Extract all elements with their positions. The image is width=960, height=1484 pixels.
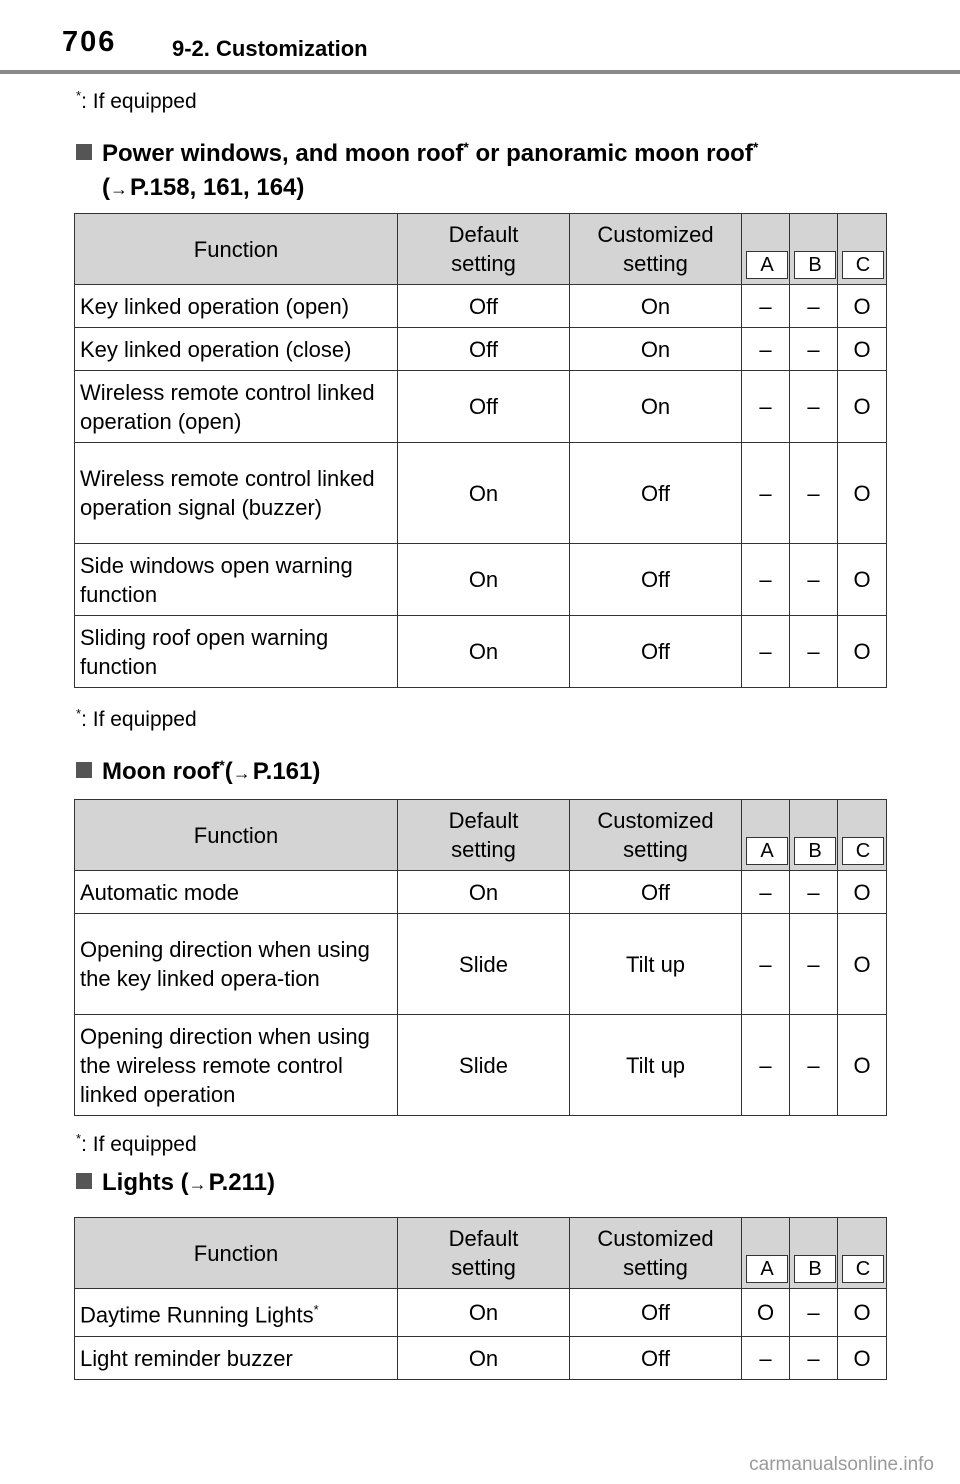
watermark: carmanualsonline.info — [749, 1454, 934, 1475]
cell-default: On — [398, 1289, 570, 1337]
header-default: Default setting — [398, 214, 570, 285]
cell-a: – — [742, 371, 790, 443]
bullet-square-icon — [76, 144, 92, 160]
cell-customized: Off — [570, 1337, 742, 1380]
table-row — [75, 616, 887, 688]
cell-c: O — [838, 544, 887, 616]
header-b: B — [790, 800, 838, 871]
heading-text: Lights ( — [102, 1169, 189, 1196]
header-a: A — [742, 800, 790, 871]
page-ref-link[interactable]: P.158, 161, 164) — [130, 174, 305, 201]
footnote-text: : If equipped — [81, 1133, 197, 1156]
cell-b: – — [790, 443, 838, 544]
bullet-square-icon — [76, 1173, 92, 1189]
cell-function: Automatic mode — [75, 871, 398, 914]
cell-customized: Off — [570, 871, 742, 914]
footnote-asterisk: * — [76, 706, 82, 721]
page-ref-link[interactable]: P.211) — [208, 1169, 275, 1196]
cell-customized: On — [570, 371, 742, 443]
settings-table-moon-roof — [74, 799, 887, 1116]
cell-default: Slide — [398, 1015, 570, 1116]
cell-b: – — [790, 871, 838, 914]
cell-default: Off — [398, 285, 570, 328]
cell-b: – — [790, 616, 838, 688]
header-function: Function — [75, 800, 398, 871]
table-row — [75, 1289, 887, 1337]
footnote — [76, 706, 197, 732]
header-c: C — [838, 214, 887, 285]
cell-a: – — [742, 914, 790, 1015]
page-number: 706 — [62, 26, 117, 58]
table-row — [75, 871, 887, 914]
cell-a: – — [742, 285, 790, 328]
cell-customized: Tilt up — [570, 914, 742, 1015]
cell-customized: Off — [570, 1289, 742, 1337]
cell-function: Wireless remote control linked operation (open) — [75, 371, 398, 443]
header-customized: Customized setting — [570, 1218, 742, 1289]
cell-b: – — [790, 328, 838, 371]
cell-c: O — [838, 371, 887, 443]
cell-a: – — [742, 1015, 790, 1116]
cell-a: – — [742, 443, 790, 544]
header-b: B — [790, 214, 838, 285]
footnote-asterisk: * — [76, 88, 82, 103]
arrow-right-icon: → — [188, 1174, 207, 1194]
cell-a: – — [742, 616, 790, 688]
footnote-text: : If equipped — [81, 90, 197, 113]
cell-function: Sliding roof open warning function — [75, 616, 398, 688]
cell-asterisk: * — [313, 1302, 319, 1318]
cell-c: O — [838, 1337, 887, 1380]
heading-paren: ( — [102, 174, 110, 201]
settings-table-lights — [74, 1217, 887, 1380]
cell-c: O — [838, 328, 887, 371]
bullet-square-icon — [76, 762, 92, 778]
page-header — [0, 0, 960, 78]
cell-customized: On — [570, 328, 742, 371]
cell-function: Side windows open warning function — [75, 544, 398, 616]
header-customized: Customized setting — [570, 800, 742, 871]
section-heading-moon-roof — [76, 748, 320, 790]
cell-default: Slide — [398, 914, 570, 1015]
header-default: Default setting — [398, 1218, 570, 1289]
cell-a: – — [742, 871, 790, 914]
header-a: A — [742, 1218, 790, 1289]
heading-paren: ( — [224, 758, 233, 785]
section-heading-lights — [76, 1166, 275, 1201]
cell-function: Opening direction when using the key linked opera-tion — [75, 914, 398, 1015]
cell-customized: Tilt up — [570, 1015, 742, 1116]
table-row — [75, 443, 887, 544]
cell-b: – — [790, 914, 838, 1015]
cell-function: Key linked operation (close) — [75, 328, 398, 371]
footnote — [76, 1131, 197, 1157]
cell-customized: Off — [570, 544, 742, 616]
cell-default: On — [398, 616, 570, 688]
cell-c: O — [838, 1015, 887, 1116]
table-row — [75, 328, 887, 371]
cell-c: O — [838, 1289, 887, 1337]
cell-a: – — [742, 544, 790, 616]
cell-b: – — [790, 285, 838, 328]
heading-asterisk: * — [219, 757, 225, 773]
cell-function: Daytime Running Lights* — [75, 1289, 398, 1337]
cell-c: O — [838, 914, 887, 1015]
cell-c: O — [838, 285, 887, 328]
cell-default: On — [398, 871, 570, 914]
cell-function: Opening direction when using the wireless remote control linked operation — [75, 1015, 398, 1116]
cell-c: O — [838, 616, 887, 688]
heading-asterisk: * — [463, 139, 469, 155]
section-title: 9-2. Customization — [172, 36, 368, 61]
cell-function: Light reminder buzzer — [75, 1337, 398, 1380]
cell-default: On — [398, 443, 570, 544]
cell-function: Key linked operation (open) — [75, 285, 398, 328]
header-default: Default setting — [398, 800, 570, 871]
table-header-row — [75, 800, 887, 871]
cell-b: – — [790, 371, 838, 443]
header-c: C — [838, 800, 887, 871]
cell-a: – — [742, 328, 790, 371]
footnote-asterisk: * — [76, 1131, 82, 1146]
header-c: C — [838, 1218, 887, 1289]
footnote — [76, 88, 197, 114]
header-function: Function — [75, 1218, 398, 1289]
header-a: A — [742, 214, 790, 285]
table-row — [75, 914, 887, 1015]
header-customized: Customized setting — [570, 214, 742, 285]
cell-b: – — [790, 1015, 838, 1116]
cell-default: On — [398, 1337, 570, 1380]
table-row — [75, 1015, 887, 1116]
cell-customized: On — [570, 285, 742, 328]
cell-default: Off — [398, 328, 570, 371]
cell-b: – — [790, 544, 838, 616]
page-ref-link[interactable]: P.161) — [252, 758, 321, 785]
header-b: B — [790, 1218, 838, 1289]
cell-default: On — [398, 544, 570, 616]
header-function: Function — [75, 214, 398, 285]
cell-customized: Off — [570, 616, 742, 688]
header-rule — [0, 70, 960, 74]
table-row — [75, 544, 887, 616]
table-header-row — [75, 1218, 887, 1289]
heading-text: Moon roof — [102, 758, 220, 785]
cell-c: O — [838, 443, 887, 544]
footnote-text: : If equipped — [81, 708, 197, 731]
heading-text: Power windows, and moon roof — [102, 140, 464, 167]
cell-a: – — [742, 1337, 790, 1380]
arrow-right-icon: → — [232, 763, 251, 783]
settings-table-power-windows — [74, 213, 887, 688]
cell-b: – — [790, 1337, 838, 1380]
cell-c: O — [838, 871, 887, 914]
heading-text: or panoramic moon roof — [468, 140, 753, 167]
cell-default: Off — [398, 371, 570, 443]
heading-asterisk: * — [752, 139, 759, 155]
table-row — [75, 371, 887, 443]
table-row — [75, 285, 887, 328]
cell-function: Wireless remote control linked operation signal (buzzer) — [75, 443, 398, 544]
table-row — [75, 1337, 887, 1380]
cell-customized: Off — [570, 443, 742, 544]
cell-b: – — [790, 1289, 838, 1337]
section-heading-power-windows — [76, 130, 758, 206]
arrow-right-icon: → — [110, 179, 128, 199]
table-header-row — [75, 214, 887, 285]
cell-a: O — [742, 1289, 790, 1337]
